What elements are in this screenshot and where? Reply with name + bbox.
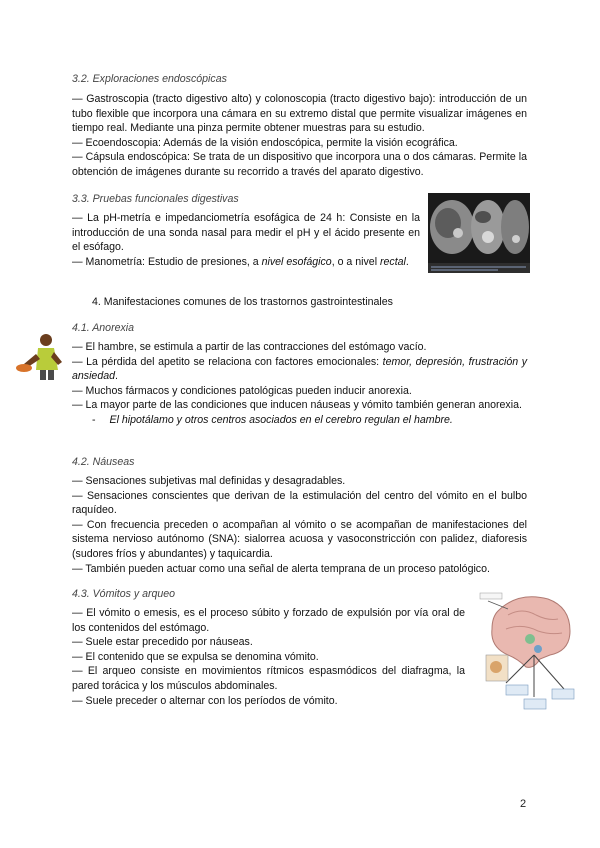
heading-4-3: 4.3. Vómitos y arqueo xyxy=(72,588,176,600)
paragraph-ecoendoscopia: — Ecoendoscopia: Además de la visión endoscópica, permite la visión ecográfica. xyxy=(72,136,458,149)
section-4-3-body xyxy=(72,606,465,708)
paragraph-capsula: — Cápsula endoscópica: Se trata de un dispositivo que incorpora una o dos cámaras. Permite la obtención de imágenes durante su recorrido a través del aparato digestivo. xyxy=(72,151,527,178)
paragraph-manometria: — Manometría: Estudio de presiones, a nivel esofágico, o a nivel rectal. xyxy=(72,255,409,268)
heading-3-2: 3.2. Exploraciones endoscópicas xyxy=(72,73,227,85)
paragraph-phmetria: — La pH-metría e impedanciometría esofágica de 24 h: Consiste en la introducción de una sonda nasal para medir el pH y el ácido presente en el esófago. xyxy=(72,212,420,254)
section-4-2-body xyxy=(72,474,527,576)
paragraph-nauseas-vomito: — La mayor parte de las condiciones que inducen náuseas y vómito también generan anorexia. xyxy=(72,399,522,412)
paragraph-hambre: — El hambre, se estimula a partir de las contracciones del estómago vacío. xyxy=(72,341,427,353)
heading-4: 4. Manifestaciones comunes de los trastornos gastrointestinales xyxy=(92,296,393,308)
section-3-2-body xyxy=(72,92,527,180)
ct-scan-graphic xyxy=(428,193,530,273)
paragraph-preceder: — Suele preceder o alternar con los períodos de vómito. xyxy=(72,694,338,707)
paragraph-sensaciones-conscientes: — Sensaciones conscientes que derivan de la estimulación del centro del vómito en el bulbo raquídeo. xyxy=(72,489,527,517)
brain-diagram-graphic xyxy=(478,589,576,719)
paragraph-nauseas-precedido: — Suele estar precedido por náuseas. xyxy=(72,636,253,649)
page-number: 2 xyxy=(520,798,527,810)
ct-scan-image xyxy=(428,193,530,273)
heading-3-3: 3.3. Pruebas funcionales digestivas xyxy=(72,193,239,205)
heading-4-2: 4.2. Náuseas xyxy=(72,456,135,468)
heading-4-1: 4.1. Anorexia xyxy=(72,322,135,334)
paragraph-arqueo: — El arqueo consiste en movimientos rítmicos espasmódicos del diafragma, la pared torácica y los músculos abdominales. xyxy=(72,665,465,692)
bullet-hipotalamo: - El hipotálamo y otros centros asociados en el cerebro regulan el hambre. xyxy=(92,413,453,426)
paragraph-sensaciones-subjetivas: — Sensaciones subjetivas mal definidas y desagradables. xyxy=(72,475,346,487)
section-3-3-body xyxy=(72,211,420,269)
paragraph-frecuencia: — Con frecuencia preceden o acompañan al vómito o se acompañan de manifestaciones del sistema nervioso autónomo (SNA): sialorrea acuosa y vasoconstricción con palidez, diaforesis (sudores fríos y abundantes) y taquicardia. xyxy=(72,518,527,560)
person-icon xyxy=(14,330,66,382)
person-illustration xyxy=(14,330,66,382)
paragraph-farmacos: — Muchos fármacos y condiciones patológicas pueden inducir anorexia. xyxy=(72,384,412,397)
paragraph-gastroscopia: — Gastroscopia (tracto digestivo alto) y colonoscopia (tracto digestivo bajo): introducción de un tubo flexible que incorpora una cámara en su extremo distal que permite visualizar imágenes en tiempo real. Mediante una pinza permite obtener muestras para su estudio. xyxy=(72,93,527,135)
paragraph-perdida-apetito: — La pérdida del apetito se relaciona con factores emocionales: temor, depresión, frustración y ansiedad. xyxy=(72,355,527,383)
section-4-1-body xyxy=(72,340,527,428)
vomiting-center-diagram xyxy=(478,589,576,719)
paragraph-contenido: — El contenido que se expulsa se denomina vómito. xyxy=(72,650,319,663)
paragraph-alerta: — También pueden actuar como una señal de alerta temprana de un proceso patológico. xyxy=(72,562,490,575)
paragraph-vomito-emesis: — El vómito o emesis, es el proceso súbito y forzado de expulsión por vía oral de los contenidos del estómago. xyxy=(72,607,465,634)
